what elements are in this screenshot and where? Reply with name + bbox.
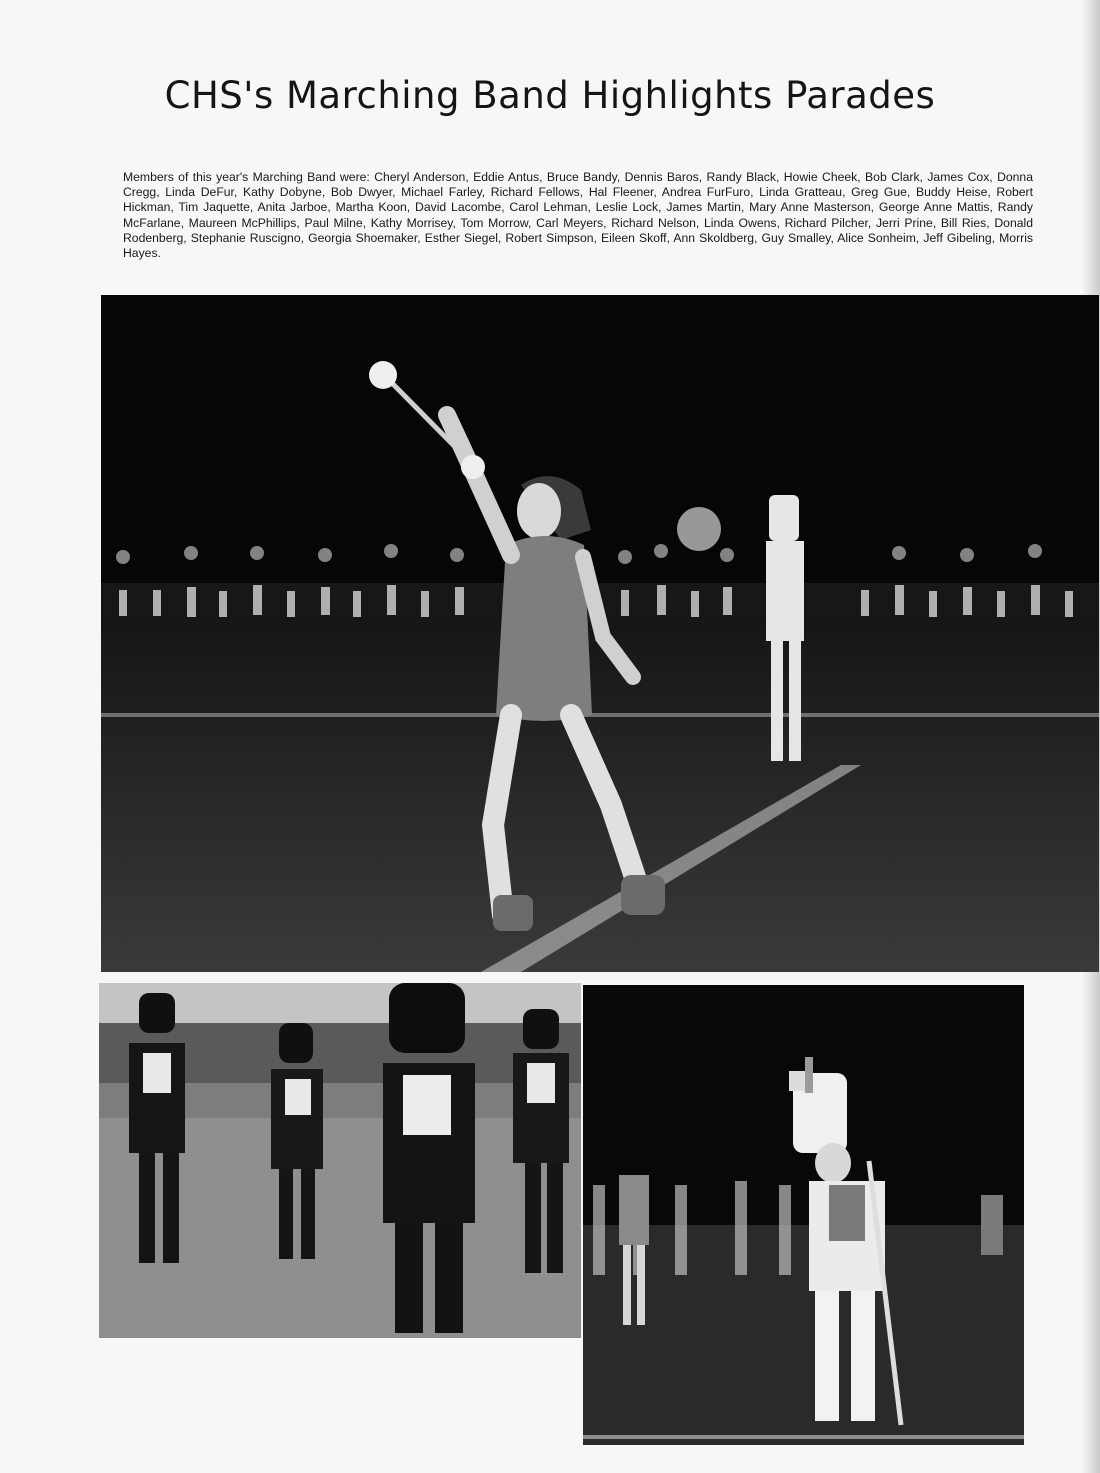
baton-twirler-night-photo-icon (101, 295, 1099, 972)
page-title: CHS's Marching Band Highlights Parades (164, 74, 936, 117)
clarinet-players-marching-photo-icon (99, 983, 581, 1338)
members-paragraph: Members of this year's Marching Band were: Cheryl Anderson, Eddie Antus, Bruce Bandy, Dennis Baros, Randy Black, Howie Cheek, Bob Clark, James Cox, Donna Cregg, Linda DeFur, Kathy Dobyne, Bob Dwyer, Michael Farley, Richard Fellows, Hal Fleener, Andrea FurFuro, Linda Gratteau, Greg Gue, Buddy Heise, Robert Hickman, Tim Jaquette, Anita Jarboe, Martha Koon, David Lacombe, Carol Lehman, Leslie Lock, James Martin, Mary Anne Masterson, George Anne Mattis, Randy McFarlane, Maureen McPhillips, Paul Milne, Kathy Morrisey, Tom Morrow, Carl Meyers, Richard Nelson, Linda Owens, Richard Pilcher, Jerri Prine, Bill Ries, Donald Rodenberg, Stephanie Ruscigno, Georgia Shoemaker, Esther Siegel, Robert Simpson, Eileen Skoff, Ann Skoldberg, Guy Smalley, Alice Sonheim, Jeff Gibeling, Morris Hayes. (123, 170, 1033, 261)
drum-major-night-photo-icon (583, 985, 1024, 1445)
